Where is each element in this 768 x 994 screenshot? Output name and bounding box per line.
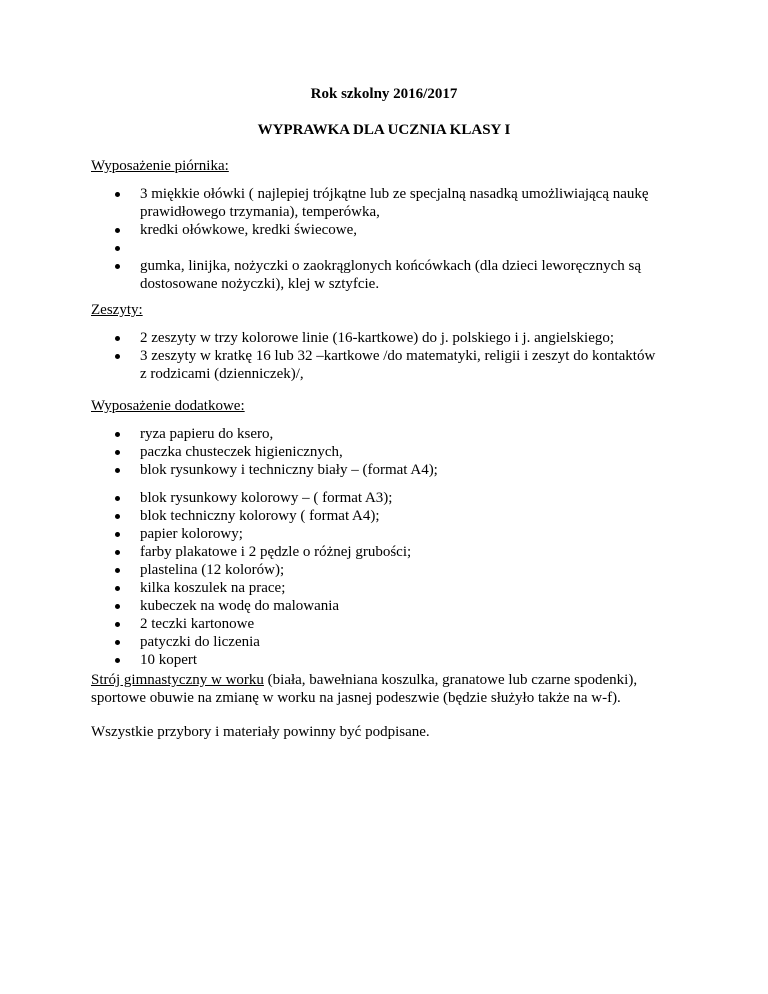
additional-equipment-list-b	[0, 489, 700, 669]
gym-outfit-details: (biała, bawełniana koszulka, granatowe lub czarne spodenki),	[263, 672, 638, 688]
list-item: blok rysunkowy i techniczny biały – (format A4);	[0, 461, 700, 479]
list-item-line: 3 zeszyty w kratkę 16 lub 32 –kartkowe /do matematyki, religii i zeszyt do kontaktów	[140, 348, 656, 364]
list-item-line: gumka, linijka, nożyczki o zaokrąglonych końcówkach (dla dzieci leworęcznych są	[140, 258, 642, 274]
list-item-line: kredki ołówkowe, kredki świecowe,	[140, 222, 358, 238]
list-item: blok techniczny kolorowy ( format A4);	[0, 507, 700, 525]
additional-equipment-heading: Wyposażenie dodatkowe:	[91, 398, 245, 414]
pencil-case-list	[0, 185, 700, 293]
additional-equipment-list-a	[0, 425, 700, 479]
list-item: papier kolorowy;	[0, 525, 700, 543]
gym-outfit-paragraph	[91, 671, 711, 707]
list-item: paczka chusteczek higienicznych,	[0, 443, 700, 461]
gym-outfit-shoes: sportowe obuwie na zmianę w worku na jasnej podeszwie (będzie służyło także na w-f).	[91, 690, 621, 706]
document-title: WYPRAWKA DLA UCZNIA KLASY I	[257, 122, 511, 138]
list-item: 10 kopert	[0, 651, 700, 669]
list-item	[0, 347, 700, 383]
list-item	[0, 257, 700, 293]
list-item: plastelina (12 kolorów);	[0, 561, 700, 579]
list-item	[0, 185, 700, 221]
list-item-line: 2 zeszyty w trzy kolorowe linie (16-kartkowe) do j. polskiego i j. angielskiego;	[140, 330, 615, 346]
list-item: patyczki do liczenia	[0, 633, 700, 651]
list-item: farby plakatowe i 2 pędzle o różnej grubości;	[0, 543, 700, 561]
list-item: ryza papieru do ksero,	[0, 425, 700, 443]
list-item-empty	[0, 239, 700, 257]
list-item-line: dostosowane nożyczki), klej w sztyfcie.	[140, 276, 380, 292]
gym-outfit-label: Strój gimnastyczny w worku	[91, 672, 264, 688]
list-item: kilka koszulek na prace;	[0, 579, 700, 597]
list-item: 2 teczki kartonowe	[0, 615, 700, 633]
school-year-title: Rok szkolny 2016/2017	[310, 86, 458, 102]
list-item-line: 3 miękkie ołówki ( najlepiej trójkątne lub ze specjalną nasadką umożliwiającą naukę	[140, 186, 649, 202]
notebooks-heading: Zeszyty:	[91, 302, 143, 318]
list-item	[0, 329, 700, 347]
list-item: kubeczek na wodę do malowania	[0, 597, 700, 615]
pencil-case-heading: Wyposażenie piórnika:	[91, 158, 229, 174]
list-item-line: prawidłowego trzymania), temperówka,	[140, 204, 380, 220]
list-item	[0, 221, 700, 239]
list-item-line: z rodzicami (dzienniczek)/,	[140, 366, 304, 382]
list-item: blok rysunkowy kolorowy – ( format A3);	[0, 489, 700, 507]
notebooks-list	[0, 329, 700, 383]
signing-note: Wszystkie przybory i materiały powinny być podpisane.	[91, 724, 430, 740]
